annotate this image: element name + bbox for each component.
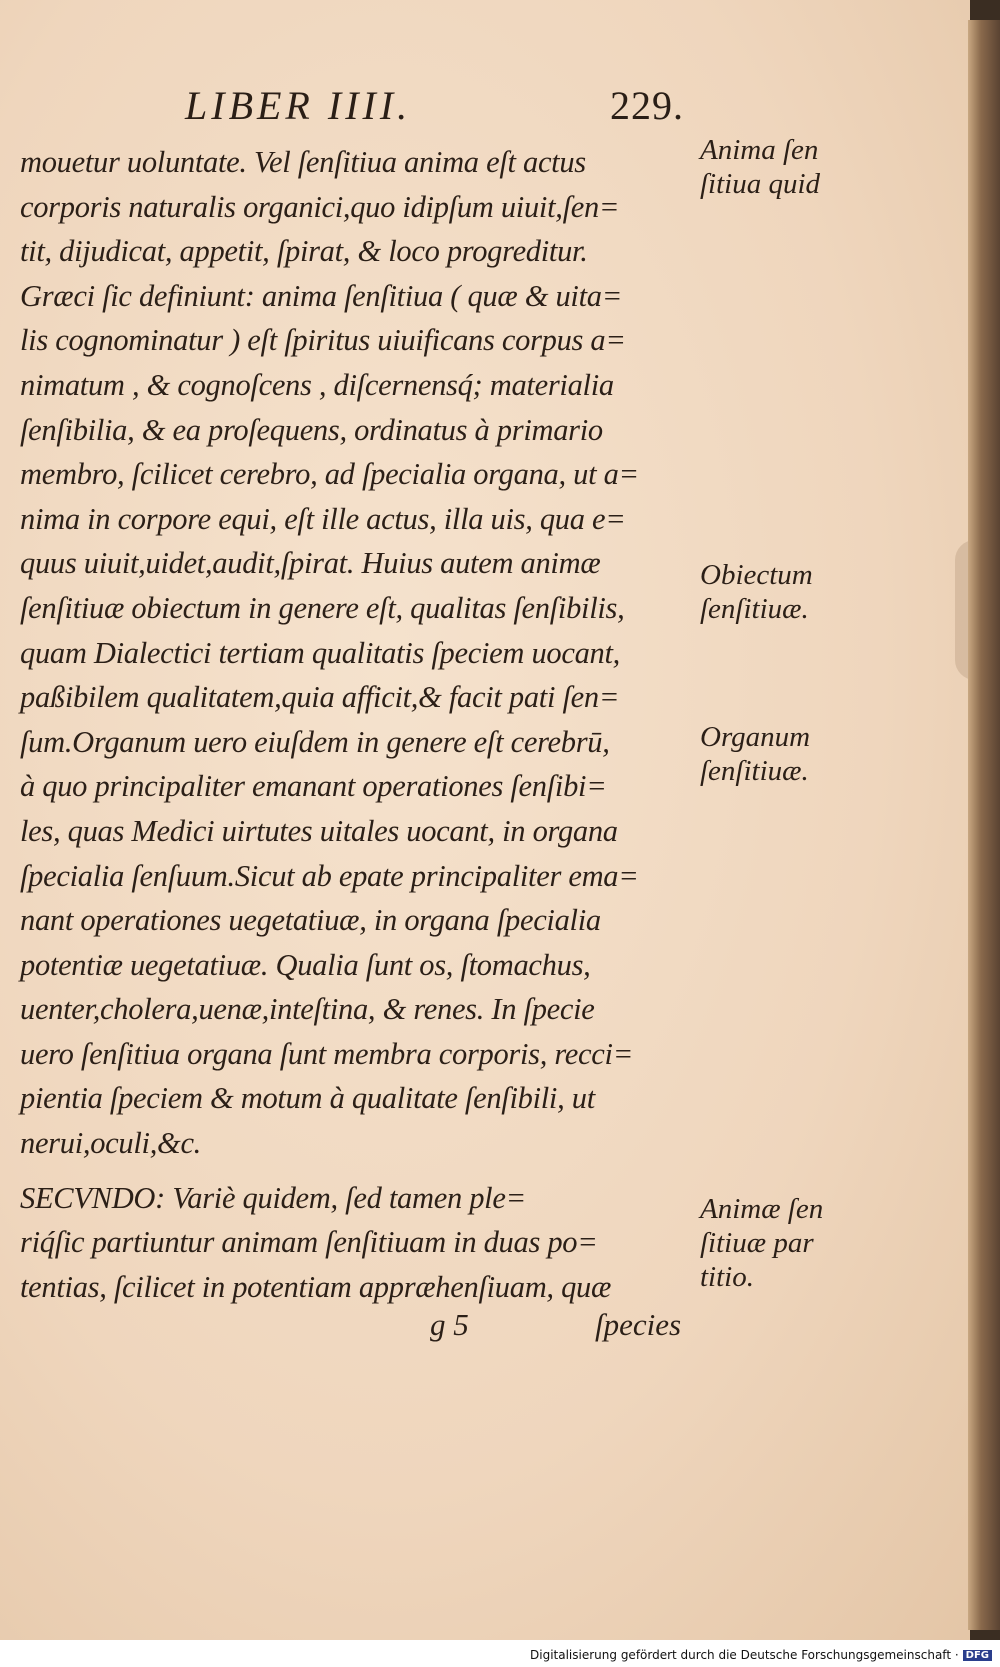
marginal-note-line: Organum xyxy=(700,721,811,753)
marginal-note xyxy=(700,720,940,788)
running-title: LIBER IIII. xyxy=(185,83,412,128)
text-line: SECVNDO: Variè quidem, ſed tamen ple= xyxy=(20,1180,526,1215)
text-line: ſenſitiuæ obiectum in genere eſt, qualitas ſenſibilis, xyxy=(20,590,625,625)
text-line: paßibilem qualitatem,quia afficit,& facit pati ſen= xyxy=(20,680,620,715)
book-edge xyxy=(968,20,1000,1630)
marginal-note xyxy=(700,133,940,201)
marginal-note-line: ſenſitiuæ. xyxy=(700,755,809,787)
text-line: tit, dijudicat, appetit, ſpirat, & loco progreditur. xyxy=(20,234,588,269)
text-line: corporis naturalis organici,quo idipſum uiuit,ſen= xyxy=(20,189,620,224)
text-line: ſpecialia ſenſuum.Sicut ab epate principaliter ema= xyxy=(20,858,639,893)
text-line: nant operationes uegetatiuæ, in organa ſpecialia xyxy=(20,903,601,938)
text-line: uero ſenſitiua organa ſunt membra corporis, recci= xyxy=(20,1036,633,1071)
marginal-note-line: ſitiuæ par xyxy=(700,1227,814,1259)
marginal-note-line: Animæ ſen xyxy=(700,1193,824,1225)
text-line: ſenſibilia, & ea proſequens, ordinatus à primario xyxy=(20,412,603,447)
text-line: potentiæ uegetatiuæ. Qualia ſunt os, ſtomachus, xyxy=(20,947,591,982)
text-line: lis cognominatur ) eſt ſpiritus uiuificans corpus a= xyxy=(20,323,626,358)
text-line: tentias, ſcilicet in potentiam appræhenſiuam, quæ xyxy=(20,1269,612,1304)
digitization-credit xyxy=(530,1648,992,1662)
text-line: riq́ſic partiuntur animam ſenſitiuam in duas po= xyxy=(20,1225,598,1260)
marginal-note-line: titio. xyxy=(700,1261,754,1293)
marginal-note-line: Obiectum xyxy=(700,559,813,591)
text-line: quam Dialectici tertiam qualitatis ſpeciem uocant, xyxy=(20,635,620,670)
marginal-note-line: ſitiua quid xyxy=(700,168,821,200)
text-line: membro, ſcilicet cerebro, ad ſpecialia organa, ut a= xyxy=(20,457,639,492)
marginal-note xyxy=(700,1192,940,1294)
text-line: nerui,oculi,&c. xyxy=(20,1126,202,1161)
text-line: Græci ſic definiunt: anima ſenſitiua ( quæ & uita= xyxy=(20,278,622,313)
text-line: nimatum , & cognoſcens , diſcernensq́; materialia xyxy=(20,367,614,402)
page-number: 229. xyxy=(610,83,684,128)
dfg-logo-icon: DFG xyxy=(963,1650,992,1661)
text-line: quus uiuit,uidet,audit,ſpirat. Huius autem animæ xyxy=(20,546,601,581)
text-line: à quo principaliter emanant operationes ſenſibi= xyxy=(20,769,607,804)
text-line: les, quas Medici uirtutes uitales uocant, in organa xyxy=(20,813,618,848)
credit-text: Digitalisierung gefördert durch die Deutsche Forschungsgemeinschaft · xyxy=(530,1648,959,1662)
text-line: mouetur uoluntate. Vel ſenſitiua anima eſt actus xyxy=(20,145,586,179)
text-line: nima in corpore equi, eſt ille actus, illa uis, qua e= xyxy=(20,501,626,536)
catchword: ſpecies xyxy=(595,1307,682,1342)
body-text xyxy=(20,140,700,1309)
text-line: ſum.Organum uero eiuſdem in genere eſt cerebrū, xyxy=(20,724,610,759)
page-header xyxy=(185,82,685,132)
marginal-note-line: Anima ſen xyxy=(700,134,819,166)
text-line: uenter,cholera,uenæ,inteſtina, & renes. In ſpecie xyxy=(20,992,595,1027)
marginal-note xyxy=(700,558,940,626)
signature-mark: g 5 xyxy=(430,1307,469,1342)
text-line: pientia ſpeciem & motum à qualitate ſenſibili, ut xyxy=(20,1081,595,1116)
marginal-note-line: ſenſitiuæ. xyxy=(700,593,809,625)
